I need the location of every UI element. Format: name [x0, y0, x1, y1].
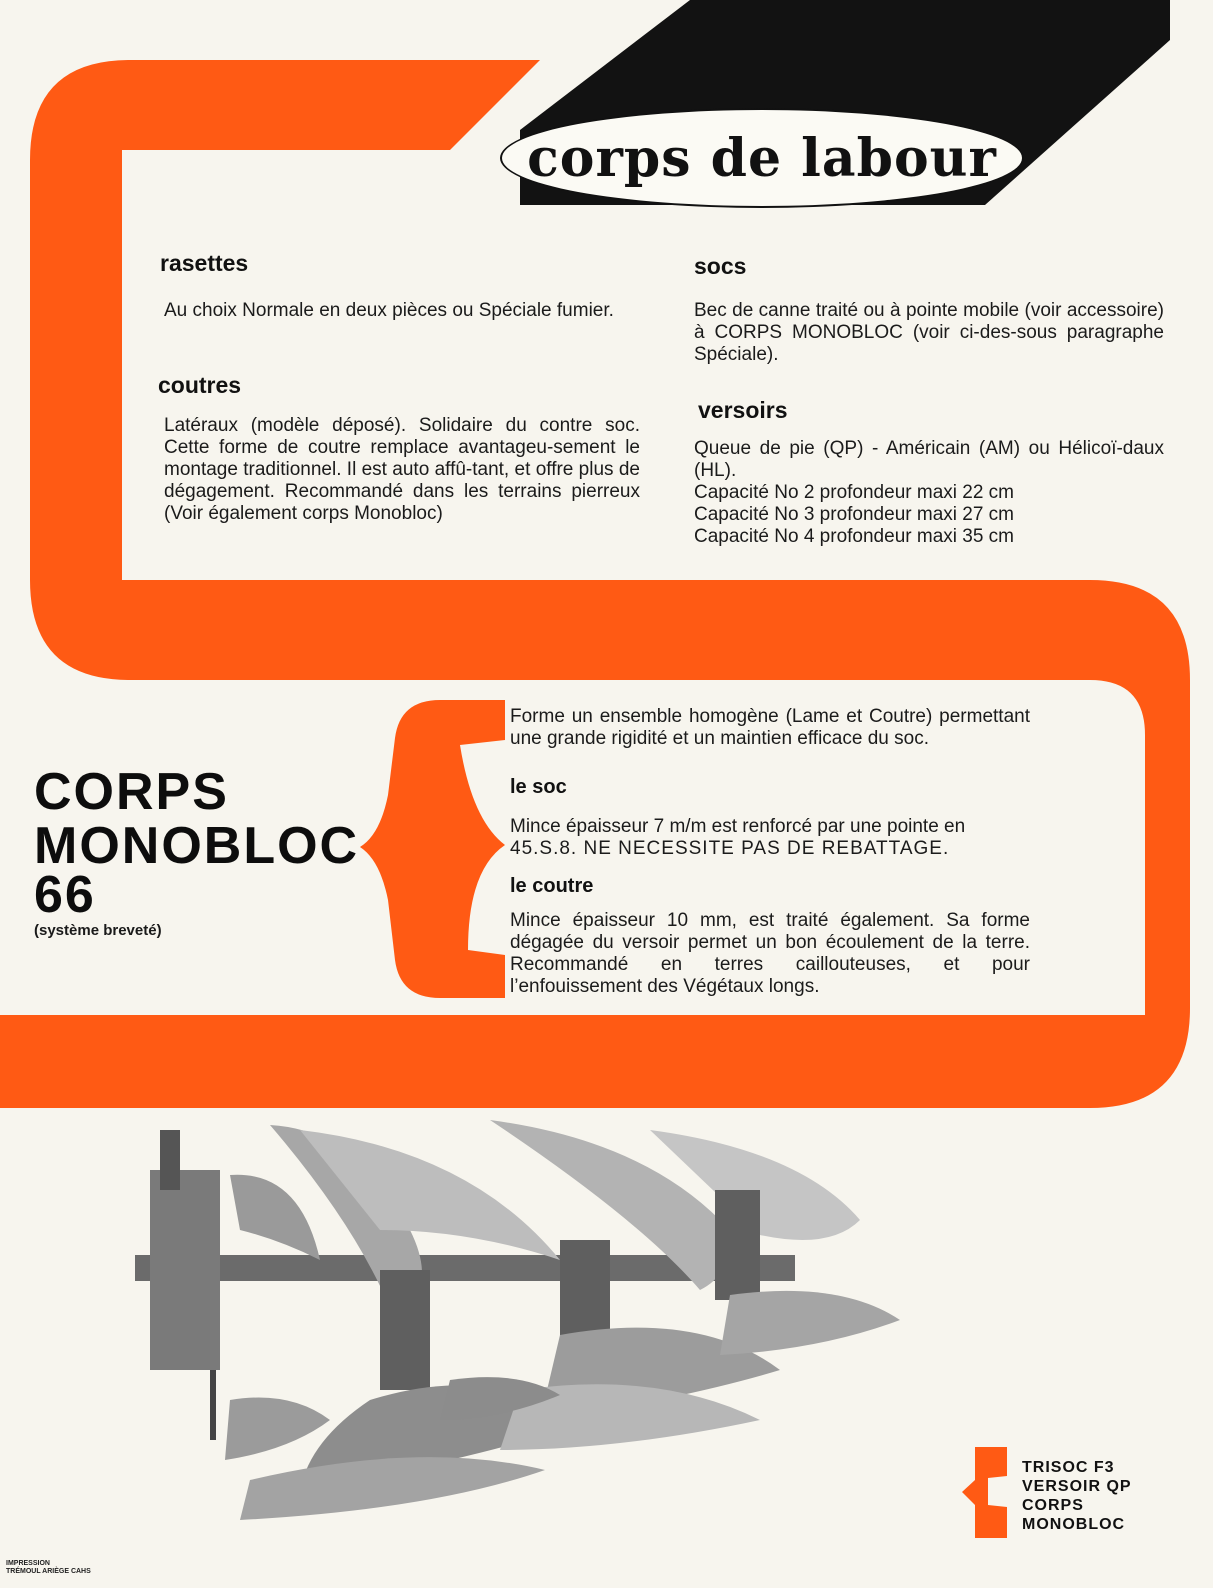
text-le-soc [510, 816, 1030, 860]
versoirs-intro: Queue de pie (QP) - Américain (AM) ou Hélicoï-daux (HL). [694, 438, 1164, 481]
heading-le-coutre: le coutre [510, 875, 594, 897]
text-versoirs [694, 438, 1164, 548]
caption-brace [962, 1447, 1007, 1538]
versoirs-capacity-4: Capacité No 4 profondeur maxi 35 cm [694, 526, 1014, 547]
text-coutres: Latéraux (modèle déposé). Solidaire du contre soc. Cette forme de coutre remplace avantageu-sement le montage traditionnel. Il est auto affû-tant, et offre plus de dégagement. Recommandé dans les terrains pierreux (Voir également corps Monobloc) [164, 415, 640, 524]
text-rasettes: Au choix Normale en deux pièces ou Spéciale fumier. [164, 300, 614, 321]
heading-le-soc: le soc [510, 776, 567, 798]
le-soc-line2: 45.S.8. NE NECESSITE PAS DE REBATTAGE. [510, 838, 950, 859]
versoirs-capacity-2: Capacité No 2 profondeur maxi 22 cm [694, 482, 1014, 503]
printer-line2: TRÉMOUL ARIÈGE CAHS [6, 1568, 91, 1575]
printer-line1: IMPRESSION [6, 1560, 50, 1567]
text-le-coutre: Mince épaisseur 10 mm, est traité également. Sa forme dégagée du versoir permet un bon écoulement de la terre. Recommandé en terres caillouteuses, et pour l’enfouissement des Végétaux longs. [510, 910, 1030, 997]
heading-versoirs: versoirs [698, 397, 788, 423]
text-socs: Bec de canne traité ou à pointe mobile (voir accessoire) à CORPS MONOBLOC (voir ci-des-sous paragraphe Spéciale). [694, 300, 1164, 365]
caption-line3: CORPS [1022, 1497, 1084, 1514]
heading-socs: socs [694, 253, 747, 279]
le-soc-line1: Mince épaisseur 7 m/m est renforcé par une pointe en [510, 816, 966, 837]
caption-line2: VERSOIR QP [1022, 1478, 1132, 1495]
heading-coutres: coutres [158, 372, 242, 398]
orange-brace [360, 700, 505, 998]
page-title: corps de labour [527, 127, 997, 189]
monobloc-title-line3: 66 [34, 866, 96, 924]
versoirs-capacity-3: Capacité No 3 profondeur maxi 27 cm [694, 504, 1014, 525]
monobloc-subtitle: (système breveté) [34, 922, 162, 939]
printer-mark [6, 1560, 91, 1576]
caption-line1: TRISOC F3 [1022, 1459, 1115, 1476]
caption-line4: MONOBLOC [1022, 1516, 1126, 1533]
photo-caption [1022, 1458, 1132, 1534]
plough-illustration [135, 1120, 900, 1520]
heading-rasettes: rasettes [160, 250, 249, 276]
monobloc-intro: Forme un ensemble homogène (Lame et Coutre) permettant une grande rigidité et un maintien efficace du soc. [510, 706, 1030, 749]
monobloc-title-line1: CORPS [34, 763, 229, 821]
monobloc-title-line2: MONOBLOC [34, 817, 360, 875]
title-oval [500, 108, 1024, 208]
